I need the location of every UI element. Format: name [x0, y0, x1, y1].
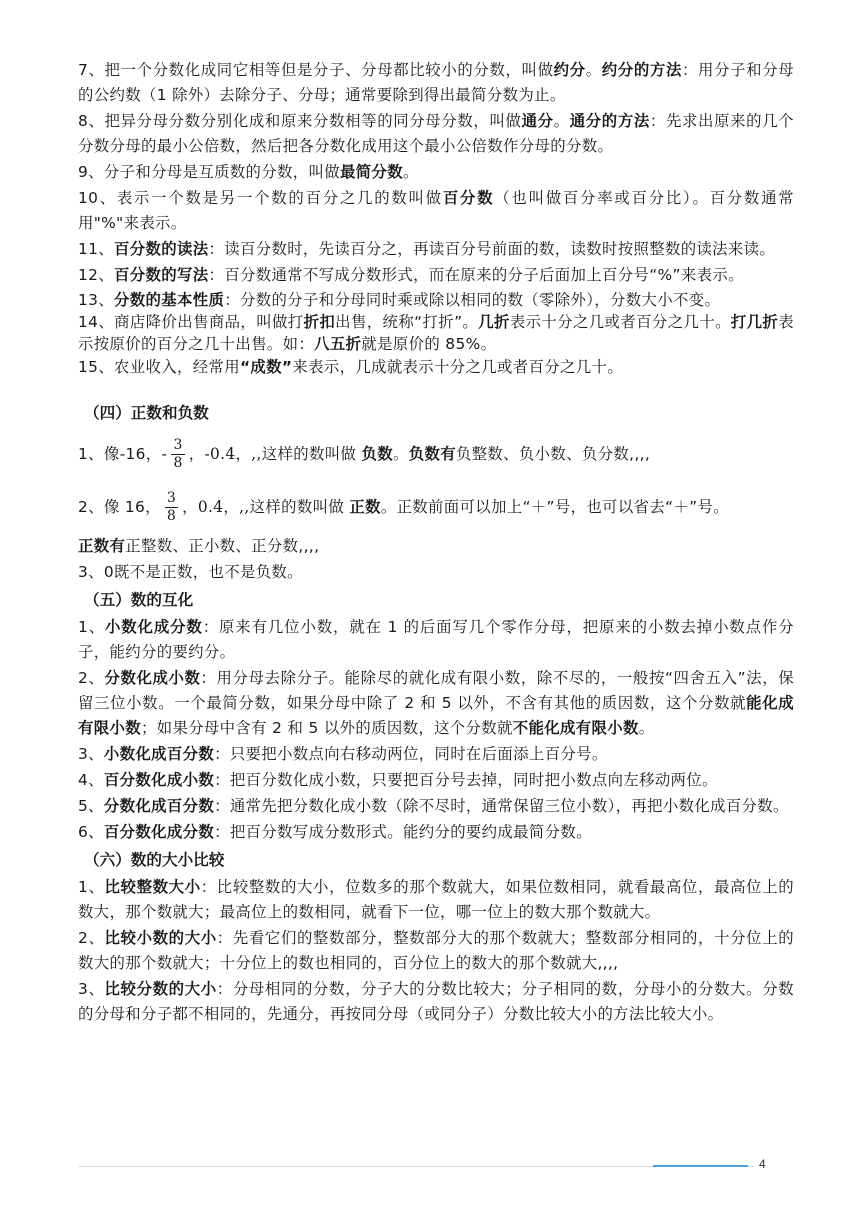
page-number: 4 [759, 1157, 766, 1171]
section-heading-comparison: （六）数的大小比较 [84, 851, 225, 869]
convert-item-3: 3、小数化成百分数：只要把小数点向右移动两位，同时在后面添上百分号。 [78, 745, 608, 763]
positive-numbers-item: 2、像 16， $\frac{3}{8}$ ，0.4，,,这样的数叫做 正数 。正数前面可以加上“＋”号，也可以省去“＋”号。 [78, 489, 729, 524]
convert-item-2: 2、分数化成小数：用分母去除分子。能除尽的就化成有限小数，除不尽的，一般按“四舍五入”法，保留三位小数。一个最简分数，如果分母中除了 2 和 5 以外，不含有其他的质因数，这个分数就能化成有限小数；如果分母中含有 2 和 5 以外的质因数，这个分数就不能化成有限小数。 [78, 669, 794, 737]
paragraph-10: 10、表示一个数是另一个数的百分之几的数叫做百分数（也叫做百分率或百分比）。百分数通常用"%"来表示。 [78, 189, 794, 232]
paragraph-7: 7、把一个分数化成同它相等但是分子、分母都比较小的分数，叫做约分。约分的方法：用分子和分母的公约数（1 除外）去除分子、分母；通常要除到得出最简分数为止。 [78, 61, 795, 104]
negative-numbers-item: 1、像-16，- $\frac{3}{8}$ ，-0.4，,,这样的数叫做 负数 。 负数有 负整数、负小数、负分数,,,, [78, 436, 651, 471]
document-page [78, 58, 794, 1028]
convert-item-5: 5、分数化成百分数：通常先把分数化成小数（除不尽时，通常保留三位小数），再把小数化成百分数。 [78, 797, 789, 815]
paragraph-9: 9、分子和分母是互质数的分数，叫做最简分数。 [78, 163, 419, 181]
fraction-three-eighths: $\frac{3}{8}$ [173, 436, 183, 471]
compare-item-3: 3、比较分数的大小：分母相同的分数，分子大的分数比较大；分子相同的数，分母小的分数大。分数的分母和分子都不相同的，先通分，再按同分母（或同分子）分数比较大小的方法比较大小。 [78, 980, 794, 1023]
paragraph-14: 14、商店降价出售商品，叫做打折扣出售，统称“打折”。几折表示十分之几或者百分之几十。打几折表示按原价的百分之几十出售。如：八五折就是原价的 85%。 [78, 313, 794, 353]
zero-item: 3、0既不是正数，也不是负数。 [78, 563, 303, 581]
fraction-three-eighths: $\frac{3}{8}$ [166, 489, 177, 524]
convert-item-1: 1、小数化成分数：原来有几位小数，就在 1 的后面写几个零作分母，把原来的小数去掉小数点作分子，能约分的要约分。 [78, 618, 794, 661]
section-heading-positive-negative: （四）正数和负数 [84, 404, 209, 422]
compare-item-1: 1、比较整数大小：比较整数的大小，位数多的那个数就大，如果位数相同，就看最高位，最高位上的数大，那个数就大；最高位上的数相同，就看下一位，哪一位上的数大那个数就大。 [78, 878, 795, 921]
paragraph-13: 13、分数的基本性质：分数的分子和分母同时乘或除以相同的数（零除外），分数大小不变。 [78, 291, 721, 309]
compare-item-2: 2、比较小数的大小：先看它们的整数部分，整数部分大的那个数就大；整数部分相同的，十分位上的数大的那个数就大；十分位上的数也相同的，百分位上的数大的那个数就大,,,, [78, 929, 794, 972]
paragraph-11: 11、百分数的读法：读百分数时，先读百分之，再读百分号前面的数，读数时按照整数的读法来读。 [78, 240, 776, 258]
section-heading-conversion: （五）数的互化 [84, 591, 194, 609]
positive-numbers-continued: 正数有正整数、正小数、正分数,,,, [78, 537, 320, 555]
paragraph-15: 15、农业收入，经常用“成数”来表示，几成就表示十分之几或者百分之几十。 [78, 358, 623, 376]
convert-item-6: 6、百分数化成分数：把百分数写成分数形式。能约分的要约成最简分数。 [78, 823, 592, 841]
paragraph-12: 12、百分数的写法：百分数通常不写成分数形式，而在原来的分子后面加上百分号“%”来表示。 [78, 266, 744, 284]
convert-item-4: 4、百分数化成小数：把百分数化成小数，只要把百分号去掉，同时把小数点向左移动两位。 [78, 771, 718, 789]
footer-accent-line [653, 1165, 748, 1167]
paragraph-8: 8、把异分母分数分别化成和原来分数相等的同分母分数，叫做通分。通分的方法：先求出原来的几个分数分母的最小公倍数，然后把各分数化成用这个最小公倍数作分母的分数。 [78, 112, 794, 155]
